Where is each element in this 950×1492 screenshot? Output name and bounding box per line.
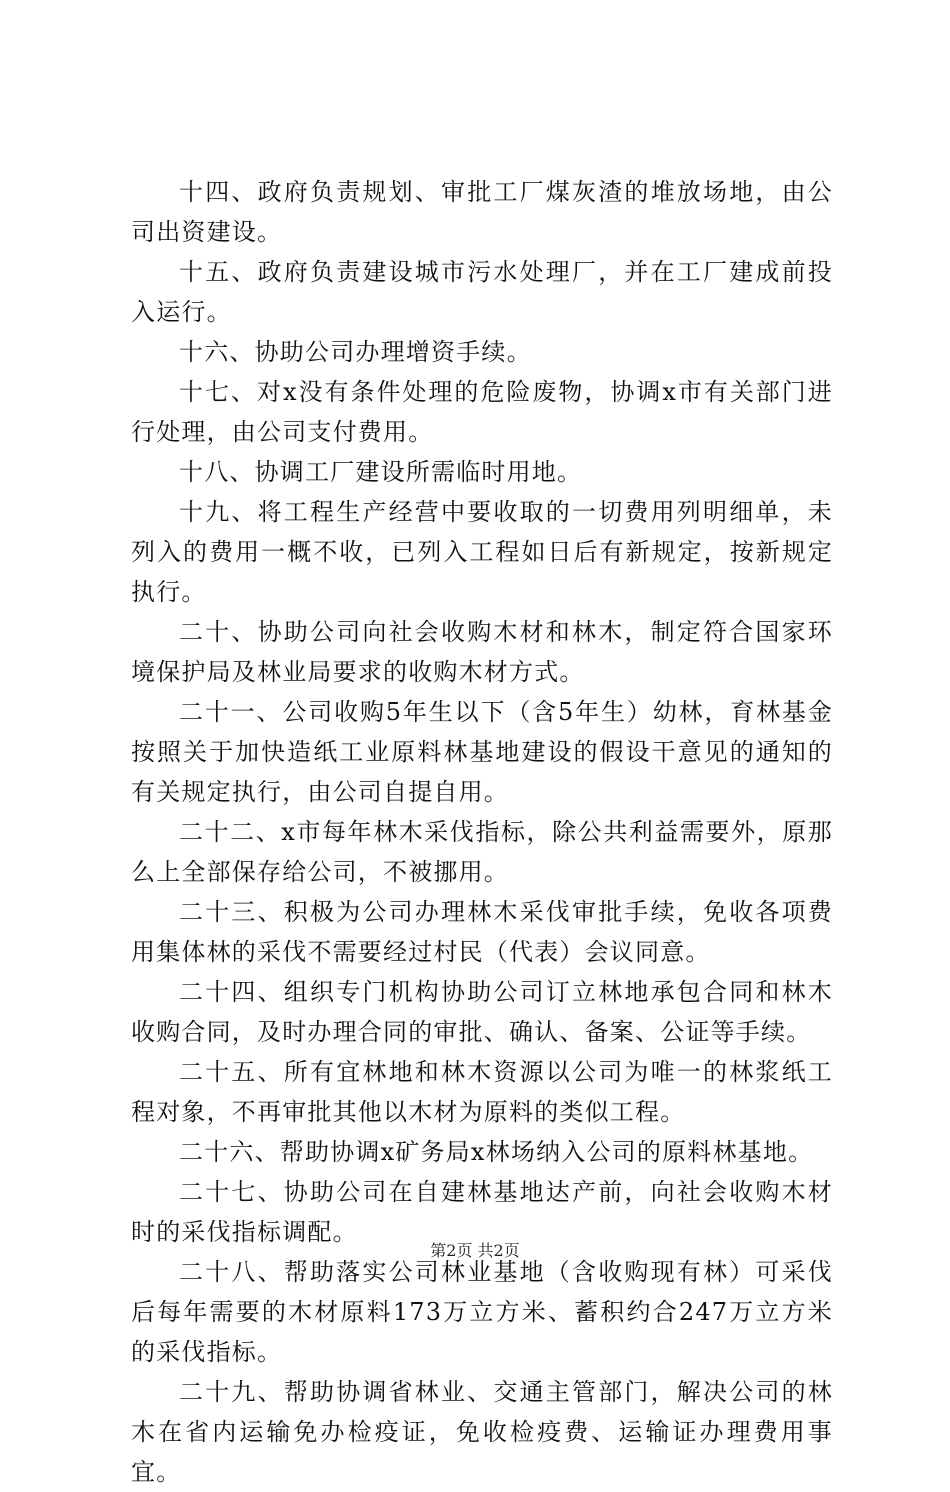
paragraph-29: 二十九、帮助协调省林业、交通主管部门，解决公司的林木在省内运输免办检疫证，免收检疫费、运输证办理费用事宜。	[131, 1378, 833, 1486]
paragraph-15: 十五、政府负责建设城市污水处理厂，并在工厂建成前投入运行。	[131, 258, 833, 326]
paragraph-17: 十七、对x没有条件处理的危险废物，协调x市有关部门进行处理，由公司支付费用。	[131, 378, 833, 446]
document-body	[131, 172, 833, 1492]
paragraph-23: 二十三、积极为公司办理林木采伐审批手续，免收各项费用集体林的采伐不需要经过村民（代表）会议同意。	[131, 898, 833, 966]
page-footer	[0, 1241, 950, 1261]
paragraph-19: 十九、将工程生产经营中要收取的一切费用列明细单，未列入的费用一概不收，已列入工程如日后有新规定，按新规定执行。	[131, 498, 833, 606]
paragraph-16: 十六、协助公司办理增资手续。	[179, 338, 532, 366]
paragraph-27: 二十七、协助公司在自建林基地达产前，向社会收购木材时的采伐指标调配。	[131, 1178, 833, 1246]
paragraph-20: 二十、协助公司向社会收购木材和林木，制定符合国家环境保护局及林业局要求的收购木材方式。	[131, 618, 833, 686]
paragraph-25: 二十五、所有宜林地和林木资源以公司为唯一的林浆纸工程对象，不再审批其他以木材为原料的类似工程。	[131, 1058, 833, 1126]
paragraph-14: 十四、政府负责规划、审批工厂煤灰渣的堆放场地，由公司出资建设。	[131, 178, 833, 246]
paragraph-28: 二十八、帮助落实公司林业基地（含收购现有林）可采伐后每年需要的木材原料173万立方米、蓄积约合247万立方米的采伐指标。	[131, 1258, 833, 1366]
paragraph-21: 二十一、公司收购5年生以下（含5年生）幼林，育林基金按照关于加快造纸工业原料林基地建设的假设干意见的通知的有关规定执行，由公司自提自用。	[131, 698, 833, 806]
paragraph-24: 二十四、组织专门机构协助公司订立林地承包合同和林木收购合同，及时办理合同的审批、确认、备案、公证等手续。	[131, 978, 833, 1046]
page-number-label: 第2页 共2页	[430, 1241, 520, 1260]
paragraph-18: 十八、协调工厂建设所需临时用地。	[179, 458, 583, 486]
paragraph-26: 二十六、帮助协调x矿务局x林场纳入公司的原料林基地。	[179, 1138, 814, 1166]
paragraph-22: 二十二、x市每年林木采伐指标，除公共利益需要外，原那么上全部保存给公司，不被挪用。	[131, 818, 833, 886]
